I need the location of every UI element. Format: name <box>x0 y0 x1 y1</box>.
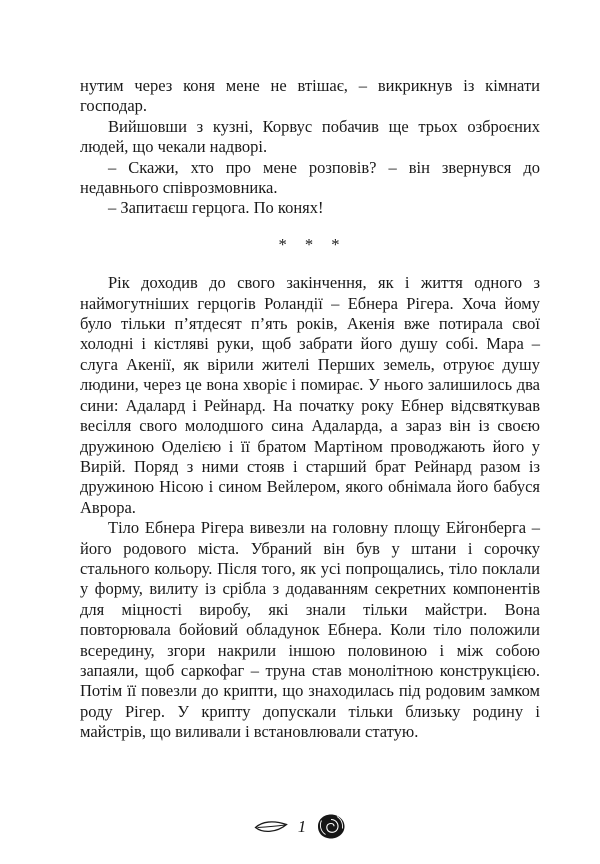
body-text <box>80 76 540 743</box>
section-separator: * * * <box>278 234 342 254</box>
dialogue-paragraph: – Запитаєш герцога. По конях! <box>108 198 324 218</box>
paragraph: Вийшовши з кузні, Корвус побачив ще трьох озброєних людей, що чекали надворі. <box>80 116 540 157</box>
page-footer <box>0 813 600 840</box>
dialogue-paragraph: – Скажи, хто про мене розповів? – він звернувся до недавнього співрозмовника. <box>80 157 540 198</box>
paragraph: Рік доходив до свого закінчення, як і життя одного з наймогутніших герцогів Роландії – Ебнера Рігера. Хоча йому було тільки п’ятдесят п’ять років, Акенія вже потирала свої холодні і кістляві руки, щоб забрати його душу собі. Мара – слуга Акенії, як вірили жителі Перших земель, отруює душу людини, через це вона хворіє і помирає. У нього залишилось два сини: Адалард і Рейнард. На початку року Ебнер відсвяткував весілля свого молодшого сина Адаларда, а зараз він із своєю дружиною Оделією і її братом Мартіном проводжають його у Вирій. Поряд з ними стояв і старший брат Рейнард разом із дружиною Нісою і сином Вейлером, якого обнімала його бабуся Аврора. <box>80 273 540 517</box>
page-number: 1 <box>297 817 307 836</box>
paragraph: Тіло Ебнера Рігера вивезли на головну площу Ейгонберга – його родового міста. Убраний він був у штани і сорочку стального кольору. Після того, як усі попрощались, тіло поклали у форму, вилиту із срібла з додаванням секретних компонентів для міцності виробу, які знали тільки майстри. Вона повторювала бойовий обладунок Ебнера. Коли тіло положили всередину, згори накрили іншою половиною і між собою запаяли, щоб саркофаг – труна став монолітною конструкцією. Потім її повезли до крипти, що знаходилась під родовим замком роду Рігер. У крипту допускали тільки близьку родину і майстрів, що виливали і встановлювали статую. <box>80 518 540 742</box>
rose-ornament-icon <box>316 813 346 840</box>
leaf-ornament-icon <box>254 819 288 835</box>
paragraph: нутим через коня мене не втішає, – викрикнув із кімнати господар. <box>80 76 540 116</box>
